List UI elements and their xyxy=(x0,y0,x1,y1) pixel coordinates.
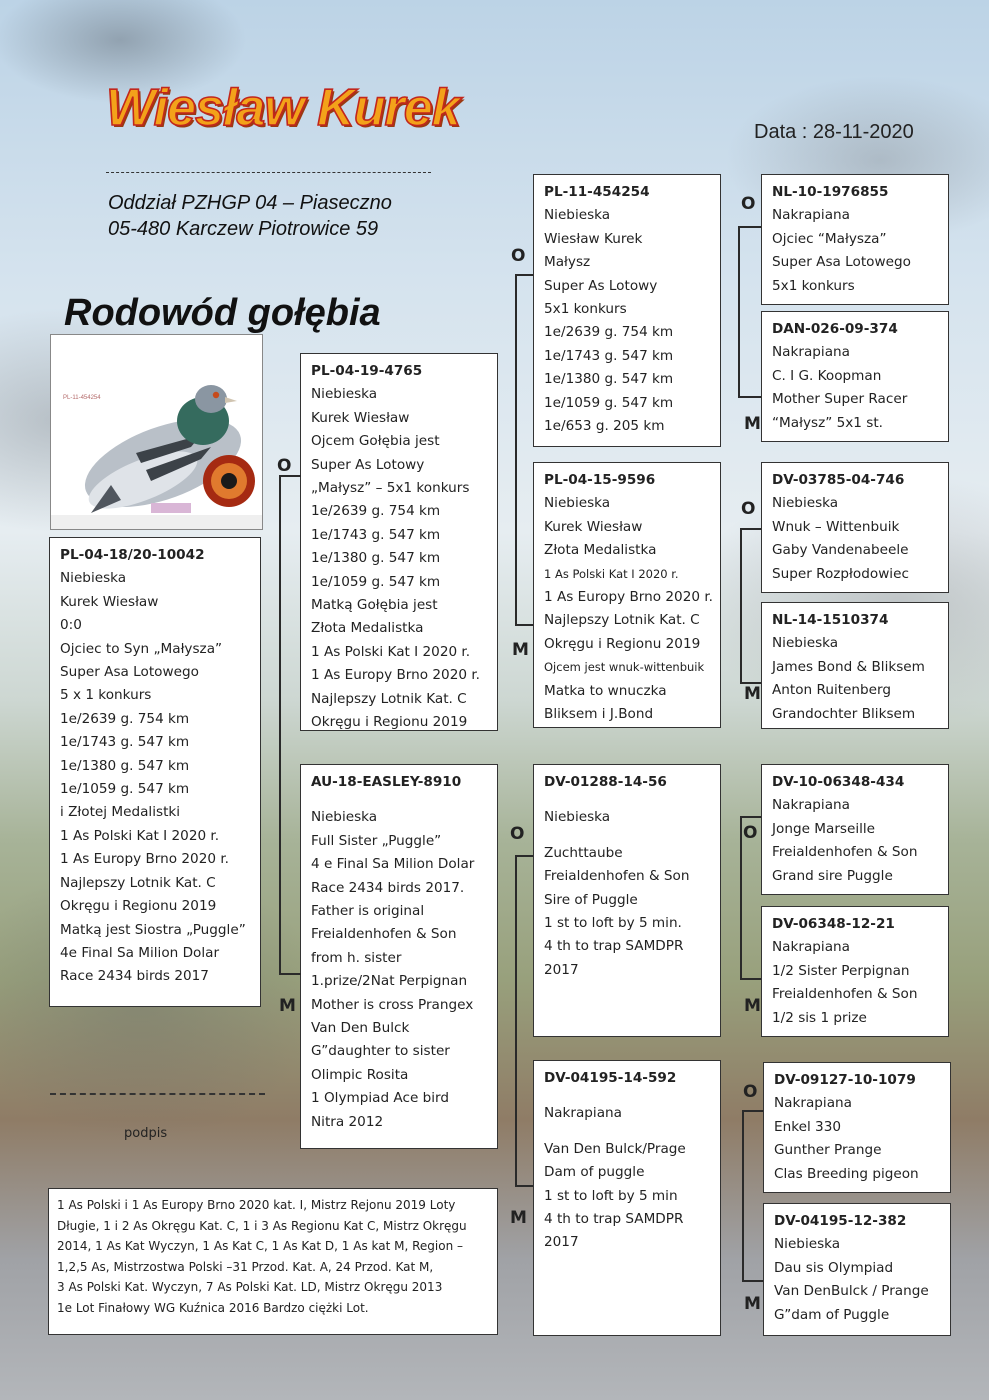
pedigree-line: 1 st to loft by 5 min xyxy=(544,1187,678,1204)
connector-father xyxy=(515,274,517,626)
ring-number: PL-11-454254 xyxy=(544,184,650,200)
pedigree-line: 1e/653 g. 205 km xyxy=(544,418,665,435)
spacer xyxy=(544,830,720,842)
ring-number: DV-01288-14-56 xyxy=(544,774,667,790)
pedigree-line: Grandochter Bliksem xyxy=(772,705,916,722)
spacer xyxy=(544,1126,720,1138)
notes-line: 3 As Polski Kat. Wyczyn, 7 As Polski Kat. LD, Mistrz Okręgu 2013 xyxy=(57,1280,443,1295)
connector-mf-top xyxy=(740,816,761,818)
pedigree-line: Najlepszy Lotnik Kat. C xyxy=(60,874,216,891)
card-mff xyxy=(761,764,949,895)
signature-line xyxy=(50,1093,265,1095)
pedigree-line: Race 2434 birds 2017. xyxy=(311,879,465,896)
pedigree-line: „Małysz” – 5x1 konkurs xyxy=(311,480,470,497)
pedigree-line: 1e/1380 g. 547 km xyxy=(60,757,190,774)
pedigree-line: Nakrapiana xyxy=(544,1105,622,1122)
label-father: O xyxy=(743,1082,758,1102)
ring-number: PL-04-15-9596 xyxy=(544,472,656,488)
card-mmm xyxy=(763,1203,951,1336)
father-card xyxy=(300,353,498,731)
pedigree-line: 1e/1059 g. 547 km xyxy=(60,781,190,798)
label-father: O xyxy=(741,194,756,214)
label-father: O xyxy=(743,823,758,843)
pedigree-line: Niebieska xyxy=(311,809,378,826)
pedigree-line: Ojcem jest wnuk-wittenbuik xyxy=(544,660,705,675)
pedigree-line: 1e/1059 g. 547 km xyxy=(311,573,441,590)
pedigree-line: Dau sis Olympiad xyxy=(774,1259,894,1276)
connector-father-top xyxy=(515,274,533,276)
pedigree-line: Super Asa Lotowego xyxy=(772,254,911,271)
pedigree-line: Van Den Bulck/Prage xyxy=(544,1140,686,1157)
pedigree-line: “Małysz” 5x1 st. xyxy=(772,414,883,431)
pedigree-line: Gunther Prange xyxy=(774,1142,882,1159)
pedigree-line: 1 As Europy Brno 2020 r. xyxy=(60,851,229,868)
pedigree-line: James Bond & Bliksem xyxy=(772,658,925,675)
pedigree-line: G”dam of Puggle xyxy=(774,1306,890,1323)
connector-mother xyxy=(515,855,517,1187)
pedigree-line: 1e/1743 g. 547 km xyxy=(544,347,674,364)
pedigree-line: Super As Lotowy xyxy=(311,456,425,473)
ring-number: DV-04195-14-592 xyxy=(544,1070,677,1086)
pedigree-line: 4e Final Sa Milion Dolar xyxy=(60,944,220,961)
pedigree-line: 4 e Final Sa Milion Dolar xyxy=(311,856,475,873)
ring-number: PL-04-18/20-10042 xyxy=(60,547,205,563)
pedigree-line: Super As Lotowy xyxy=(544,277,658,294)
connector-mother-top xyxy=(515,855,533,857)
pedigree-line: Kurek Wiesław xyxy=(60,593,159,610)
notes-line: 1,2,5 As, Mistrzostwa Polski –31 Przod. Kat. A, 24 Przod. Kat M, xyxy=(57,1259,434,1274)
svg-text:PL-11-454254 xyxy=(63,395,101,401)
notes-line: Długie, 1 i 2 As Okręgu Kat. C, 1 i 3 As Regionu Kat C, Mistrz Okręgu xyxy=(57,1218,467,1233)
pedigree-line: 1 st to loft by 5 min. xyxy=(544,915,682,932)
ring-number: DV-04195-12-382 xyxy=(774,1213,907,1229)
pedigree-line: 5x1 konkurs xyxy=(544,301,627,318)
pedigree-date: Data : 28-11-2020 xyxy=(754,121,914,143)
pedigree-line: Ojcem Gołębia jest xyxy=(311,433,440,450)
ring-number: DV-09127-10-1079 xyxy=(774,1072,916,1088)
connector-mother-bottom xyxy=(515,1185,533,1187)
pedigree-line: 1 As Europy Brno 2020 r. xyxy=(544,589,713,606)
pedigree-line: Niebieska xyxy=(772,495,839,512)
pedigree-line: Nitra 2012 xyxy=(311,1113,384,1130)
pedigree-line: Matka to wnuczka xyxy=(544,682,667,699)
pedigree-line: Super Rozpłodowiec xyxy=(772,565,909,582)
pedigree-line: 2017 xyxy=(544,961,579,978)
pedigree-line: Najlepszy Lotnik Kat. C xyxy=(544,612,700,629)
achievements-notes xyxy=(48,1188,498,1335)
pedigree-line: 4 th to trap SAMDPR xyxy=(544,1211,684,1228)
pedigree-line: Kurek Wiesław xyxy=(311,409,410,426)
pedigree-line: Grand sire Puggle xyxy=(772,867,893,884)
pedigree-line: 5 x 1 konkurs xyxy=(60,687,152,704)
ring-number: DV-03785-04-746 xyxy=(772,472,905,488)
pedigree-line: Niebieska xyxy=(311,386,378,403)
pedigree-line: Nakrapiana xyxy=(772,797,850,814)
pedigree-line: 1 As Polski Kat I 2020 r. xyxy=(544,566,679,581)
pedigree-line: Niebieska xyxy=(772,635,839,652)
label-mother: M xyxy=(510,1208,527,1228)
pedigree-line: Ojciec to Syn „Małysza” xyxy=(60,640,223,657)
notes-line: 1 As Polski i 1 As Europy Brno 2020 kat. I, Mistrz Rejonu 2019 Loty xyxy=(57,1198,456,1212)
mother-card xyxy=(300,764,498,1149)
pedigree-line: 2017 xyxy=(544,1234,579,1251)
ring-number: AU-18-EASLEY-8910 xyxy=(311,774,462,790)
pedigree-line: Super Asa Lotowego xyxy=(60,664,199,681)
pedigree-line: 1e/2639 g. 754 km xyxy=(60,710,190,727)
ring-number: DAN-026-09-374 xyxy=(772,321,898,337)
pedigree-line: 1e/1743 g. 547 km xyxy=(311,526,441,543)
pedigree-line: Freialdenhofen & Son xyxy=(311,926,457,943)
pedigree-line: 1e/2639 g. 754 km xyxy=(311,503,441,520)
pedigree-line: Niebieska xyxy=(544,495,611,512)
pedigree-line: Dam of puggle xyxy=(544,1164,645,1181)
connector-fm xyxy=(740,528,742,684)
ring-number: DV-06348-12-21 xyxy=(772,916,895,932)
pedigree-line: Clas Breeding pigeon xyxy=(774,1165,919,1182)
pedigree-line: 1 As Polski Kat I 2020 r. xyxy=(60,827,220,844)
pedigree-line: Olimpic Rosita xyxy=(311,1066,409,1083)
pedigree-line: Złota Medalistka xyxy=(311,620,424,637)
connector-mm xyxy=(742,1110,744,1282)
pedigree-line: Okręgu i Regionu 2019 xyxy=(60,898,217,915)
father-of-father-card xyxy=(533,174,721,447)
label-mother: M xyxy=(744,996,761,1016)
pedigree-line: Okręgu i Regionu 2019 xyxy=(544,635,701,652)
page-heading: Rodowód gołębia xyxy=(64,292,381,334)
label-mother: M xyxy=(744,684,761,704)
pedigree-line: Nakrapiana xyxy=(772,939,850,956)
father-of-mother-card xyxy=(533,764,721,1037)
photo-ring-text: PL-11-454254 xyxy=(63,395,101,401)
pedigree-line: Jonge Marseille xyxy=(772,820,876,837)
label-father: O xyxy=(510,824,525,844)
pedigree-line: Niebieska xyxy=(774,1236,841,1253)
mother-of-father-card xyxy=(533,462,721,728)
signature-label: podpis xyxy=(124,1126,168,1141)
pedigree-line: Niebieska xyxy=(544,809,611,826)
pigeon-photo xyxy=(51,335,263,530)
pedigree-line: Okręgu i Regionu 2019 xyxy=(311,714,468,731)
pedigree-line: Anton Ruitenberg xyxy=(772,682,892,699)
label-father: O xyxy=(741,499,756,519)
pedigree-line: from h. sister xyxy=(311,949,402,966)
connector-mf xyxy=(740,816,742,980)
pedigree-line: Nakrapiana xyxy=(772,207,850,224)
pedigree-line: 1/2 sis 1 prize xyxy=(772,1009,867,1026)
pedigree-line: G”daughter to sister xyxy=(311,1043,450,1060)
pedigree-line: 1.prize/2Nat Perpignan xyxy=(311,973,468,990)
pedigree-line: Wnuk – Wittenbuik xyxy=(772,518,900,535)
notes-line: 1e Lot Finałowy WG Kuźnica 2016 Bardzo ciężki Lot. xyxy=(57,1300,369,1315)
address-line-1: Oddział PZHGP 04 – Piaseczno xyxy=(108,192,392,214)
connector-main-bottom xyxy=(279,973,301,975)
connector-mf-bottom xyxy=(740,978,761,980)
pedigree-line: 1 As Europy Brno 2020 r. xyxy=(311,667,480,684)
card-fff xyxy=(761,174,949,305)
pedigree-line: Ojciec “Małysza” xyxy=(772,230,887,247)
pedigree-line: i Złotej Medalistki xyxy=(60,804,181,821)
pedigree-line: Kurek Wiesław xyxy=(544,518,643,535)
pedigree-line: C. I G. Koopman xyxy=(772,367,882,384)
pedigree-line: 1 Olympiad Ace bird xyxy=(311,1090,450,1107)
pedigree-line: Niebieska xyxy=(60,570,127,587)
pedigree-line: Sire of Puggle xyxy=(544,891,638,908)
connector-fm-top xyxy=(740,528,761,530)
ring-number: NL-10-1976855 xyxy=(772,184,889,200)
spacer xyxy=(311,794,497,806)
notes-line: 2014, 1 As Kat Wyczyn, 1 As Kat C, 1 As Kat D, 1 As kat M, Region – xyxy=(57,1239,464,1254)
card-fmf xyxy=(761,462,949,593)
pedigree-line: Mother Super Racer xyxy=(772,391,908,408)
pigeon-photo-card xyxy=(50,334,263,530)
label-mother: M xyxy=(512,640,529,660)
ring-number: DV-10-06348-434 xyxy=(772,774,905,790)
pedigree-line: Van DenBulck / Prange xyxy=(774,1283,929,1300)
ring-number: PL-04-19-4765 xyxy=(311,363,423,379)
connector-mm-top xyxy=(742,1110,763,1112)
pedigree-line: Freialdenhofen & Son xyxy=(772,986,918,1003)
connector-main xyxy=(279,475,281,975)
mother-of-mother-card xyxy=(533,1060,721,1336)
spacer xyxy=(544,1090,720,1102)
pedigree-line: Małysz xyxy=(544,254,591,271)
connector-ff xyxy=(738,226,740,398)
connector-father-bottom xyxy=(515,624,533,626)
pedigree-line: 1e/2639 g. 754 km xyxy=(544,324,674,341)
address-line-2: 05-480 Karczew Piotrowice 59 xyxy=(108,218,379,240)
pedigree-line: 1e/1380 g. 547 km xyxy=(311,550,441,567)
pedigree-line: Matką jest Siostra „Puggle” xyxy=(60,921,246,938)
card-mmf xyxy=(763,1062,951,1193)
pedigree-line: 1 As Polski Kat I 2020 r. xyxy=(311,643,471,660)
label-father: O xyxy=(277,456,292,476)
label-mother: M xyxy=(744,414,761,434)
pedigree-line: Enkel 330 xyxy=(774,1118,841,1135)
pedigree-line: Freialdenhofen & Son xyxy=(544,868,690,885)
pedigree-line: Matką Gołębia jest xyxy=(311,597,438,614)
connector-ff-bottom xyxy=(738,396,761,398)
spacer xyxy=(544,794,720,806)
pedigree-line: 1e/1059 g. 547 km xyxy=(544,394,674,411)
label-mother: M xyxy=(744,1294,761,1314)
pedigree-line: Gaby Vandenabeele xyxy=(772,542,909,559)
label-mother: M xyxy=(279,996,296,1016)
pedigree-line: Wiesław Kurek xyxy=(544,230,643,247)
header-divider xyxy=(106,172,431,173)
pedigree-line: Nakrapiana xyxy=(774,1095,852,1112)
card-fmm xyxy=(761,602,949,729)
pedigree-line: Niebieska xyxy=(544,207,611,224)
pedigree-line: 1e/1380 g. 547 km xyxy=(544,371,674,388)
card-mfm xyxy=(761,906,949,1037)
card-ffm xyxy=(761,311,949,442)
pedigree-line: Bliksem i J.Bond xyxy=(544,706,654,723)
pedigree-line: Mother is cross Prangex xyxy=(311,996,474,1013)
pedigree-line: Race 2434 birds 2017 xyxy=(60,968,209,985)
breeder-name-logo: Wiesław Kurek xyxy=(106,79,460,137)
pedigree-line: Złota Medalistka xyxy=(544,542,657,559)
pedigree-line: 1e/1743 g. 547 km xyxy=(60,734,190,751)
pedigree-line: Full Sister „Puggle” xyxy=(311,832,442,849)
pedigree-line: 5x1 konkurs xyxy=(772,277,855,294)
pedigree-line: 0:0 xyxy=(60,617,82,634)
pedigree-line: Father is original xyxy=(311,903,425,920)
pedigree-line: Van Den Bulck xyxy=(311,1020,410,1037)
pedigree-line: Freialdenhofen & Son xyxy=(772,844,918,861)
label-father: O xyxy=(511,246,526,266)
pedigree-line: 1/2 Sister Perpignan xyxy=(772,962,910,979)
main-bird-card xyxy=(49,537,261,1007)
pedigree-line: Nakrapiana xyxy=(772,344,850,361)
connector-mm-bottom xyxy=(742,1280,763,1282)
pedigree-line: Najlepszy Lotnik Kat. C xyxy=(311,690,467,707)
ring-number: NL-14-1510374 xyxy=(772,612,889,628)
pedigree-line: Zuchttaube xyxy=(544,844,623,861)
connector-ff-top xyxy=(738,226,761,228)
pedigree-line: 4 th to trap SAMDPR xyxy=(544,938,684,955)
